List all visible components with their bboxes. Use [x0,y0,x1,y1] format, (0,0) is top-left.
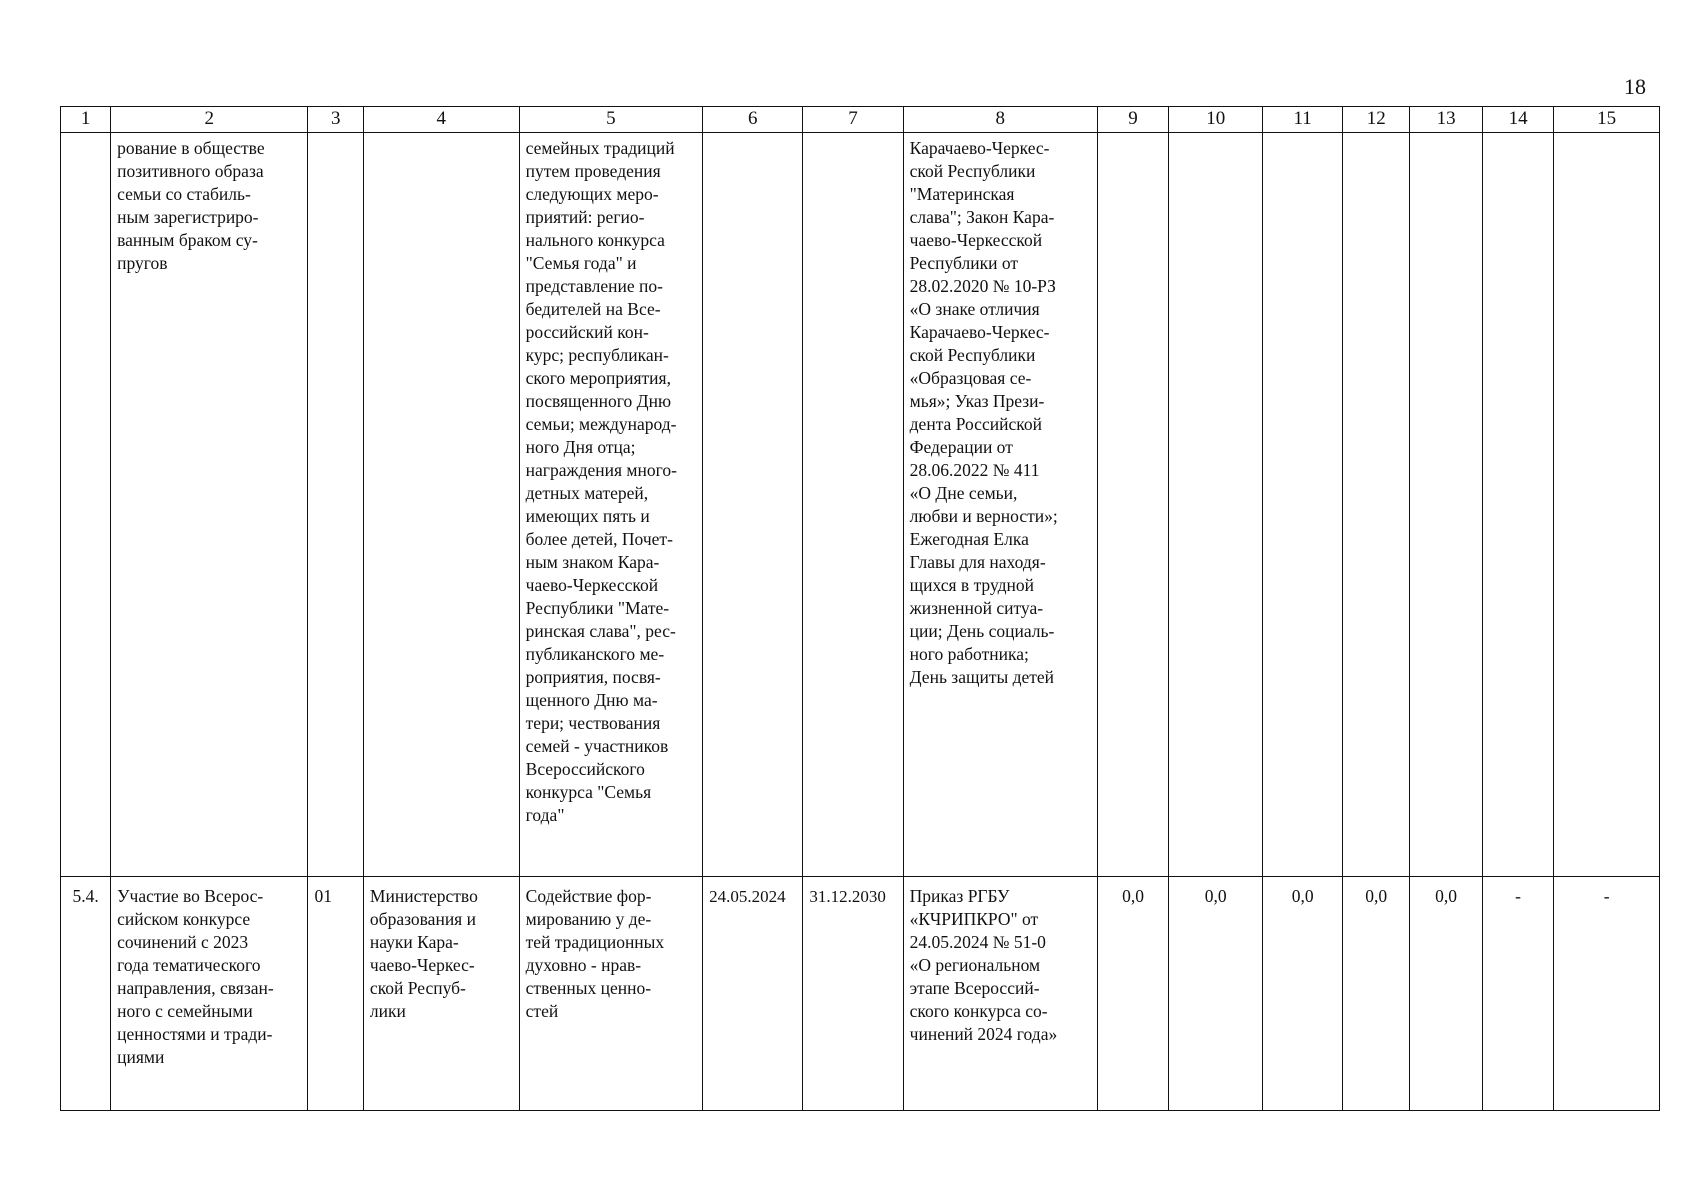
cell-col10: 0,0 [1169,877,1263,1111]
cell-number: 5.4. [61,877,111,1111]
column-header-9: 9 [1097,107,1168,133]
cell-code [308,133,363,877]
table-row-5-4 [61,877,1660,1111]
cell-start-date [703,133,803,877]
column-header-15: 15 [1554,107,1660,133]
column-header-5: 5 [519,107,702,133]
cell-basis: Карачаево-Черкес- ской Республики "Материнская слава"; Закон Кара- чаево-Черкесской Республики от 28.02.2020 № 10-РЗ «О знаке отличия Карачаево-Черкес- ской Республики «Образцовая се- мья»; Указ Прези- дента Российской Федерации от 28.06.2022 № 411 «О Дне семьи, любви и верности»; Ежегодная Елка Главы для находя- щихся в трудной жизненной ситуа- ции; День социаль- ного работника; День защиты детей [903,133,1097,877]
cell-basis: Приказ РГБУ «КЧРИПКРО" от 24.05.2024 № 51-0 «О региональном этапе Всероссий- ского конкурса со- чинений 2024 года» [903,877,1097,1111]
cell-col11 [1263,133,1343,877]
cell-expected-result: Содействие фор- мированию у де- тей традиционных духовно - нрав- ственных ценно- стей [519,877,702,1111]
column-header-14: 14 [1482,107,1553,133]
cell-start-date: 24.05.2024 [703,877,803,1111]
column-header-11: 11 [1263,107,1343,133]
activities-table [60,106,1660,1111]
table-row-continuation [61,133,1660,877]
cell-col13: 0,0 [1410,877,1483,1111]
cell-col13 [1410,133,1483,877]
cell-expected-result: семейных традиций путем проведения следующих меро- приятий: регио- нального конкурса "Семья года" и представление по- бедителей на Все- российский кон- курс; республикан- ского мероприятия, посвященного Дню семьи; международ- ного Дня отца; награждения много- детных матерей, имеющих пять и более детей, Почет- ным знаком Кара- чаево-Черкесской Республики "Мате- ринская слава", рес- публиканского ме- роприятия, посвя- щенного Дню ма- тери; чествования семей - участников Всероссийского конкурса "Семья года" [519,133,702,877]
cell-end-date [803,133,903,877]
cell-col11: 0,0 [1263,877,1343,1111]
cell-col10 [1169,133,1263,877]
cell-col15: - [1554,877,1660,1111]
cell-col14 [1482,133,1553,877]
column-header-12: 12 [1343,107,1410,133]
cell-col12 [1343,133,1410,877]
column-header-1: 1 [61,107,111,133]
column-header-13: 13 [1410,107,1483,133]
column-header-10: 10 [1169,107,1263,133]
column-header-3: 3 [308,107,363,133]
column-header-4: 4 [363,107,519,133]
column-header-7: 7 [803,107,903,133]
cell-code: 01 [308,877,363,1111]
cell-col14: - [1482,877,1553,1111]
cell-executor [363,133,519,877]
column-header-8: 8 [903,107,1097,133]
cell-activity-name: рование в обществе позитивного образа семьи со стабиль- ным зарегистриро- ванным браком су- пругов [111,133,308,877]
cell-col12: 0,0 [1343,877,1410,1111]
column-header-2: 2 [111,107,308,133]
cell-number [61,133,111,877]
cell-col9: 0,0 [1097,877,1168,1111]
cell-col15 [1554,133,1660,877]
column-header-6: 6 [703,107,803,133]
cell-end-date: 31.12.2030 [803,877,903,1111]
header-row [61,107,1660,133]
cell-executor: Министерство образования и науки Кара- чаево-Черкес- ской Респуб- лики [363,877,519,1111]
page-number: 18 [1624,74,1646,99]
cell-activity-name: Участие во Всерос- сийском конкурсе сочинений с 2023 года тематического направления, связан- ного с семейными ценностями и тради- циями [111,877,308,1111]
cell-col9 [1097,133,1168,877]
